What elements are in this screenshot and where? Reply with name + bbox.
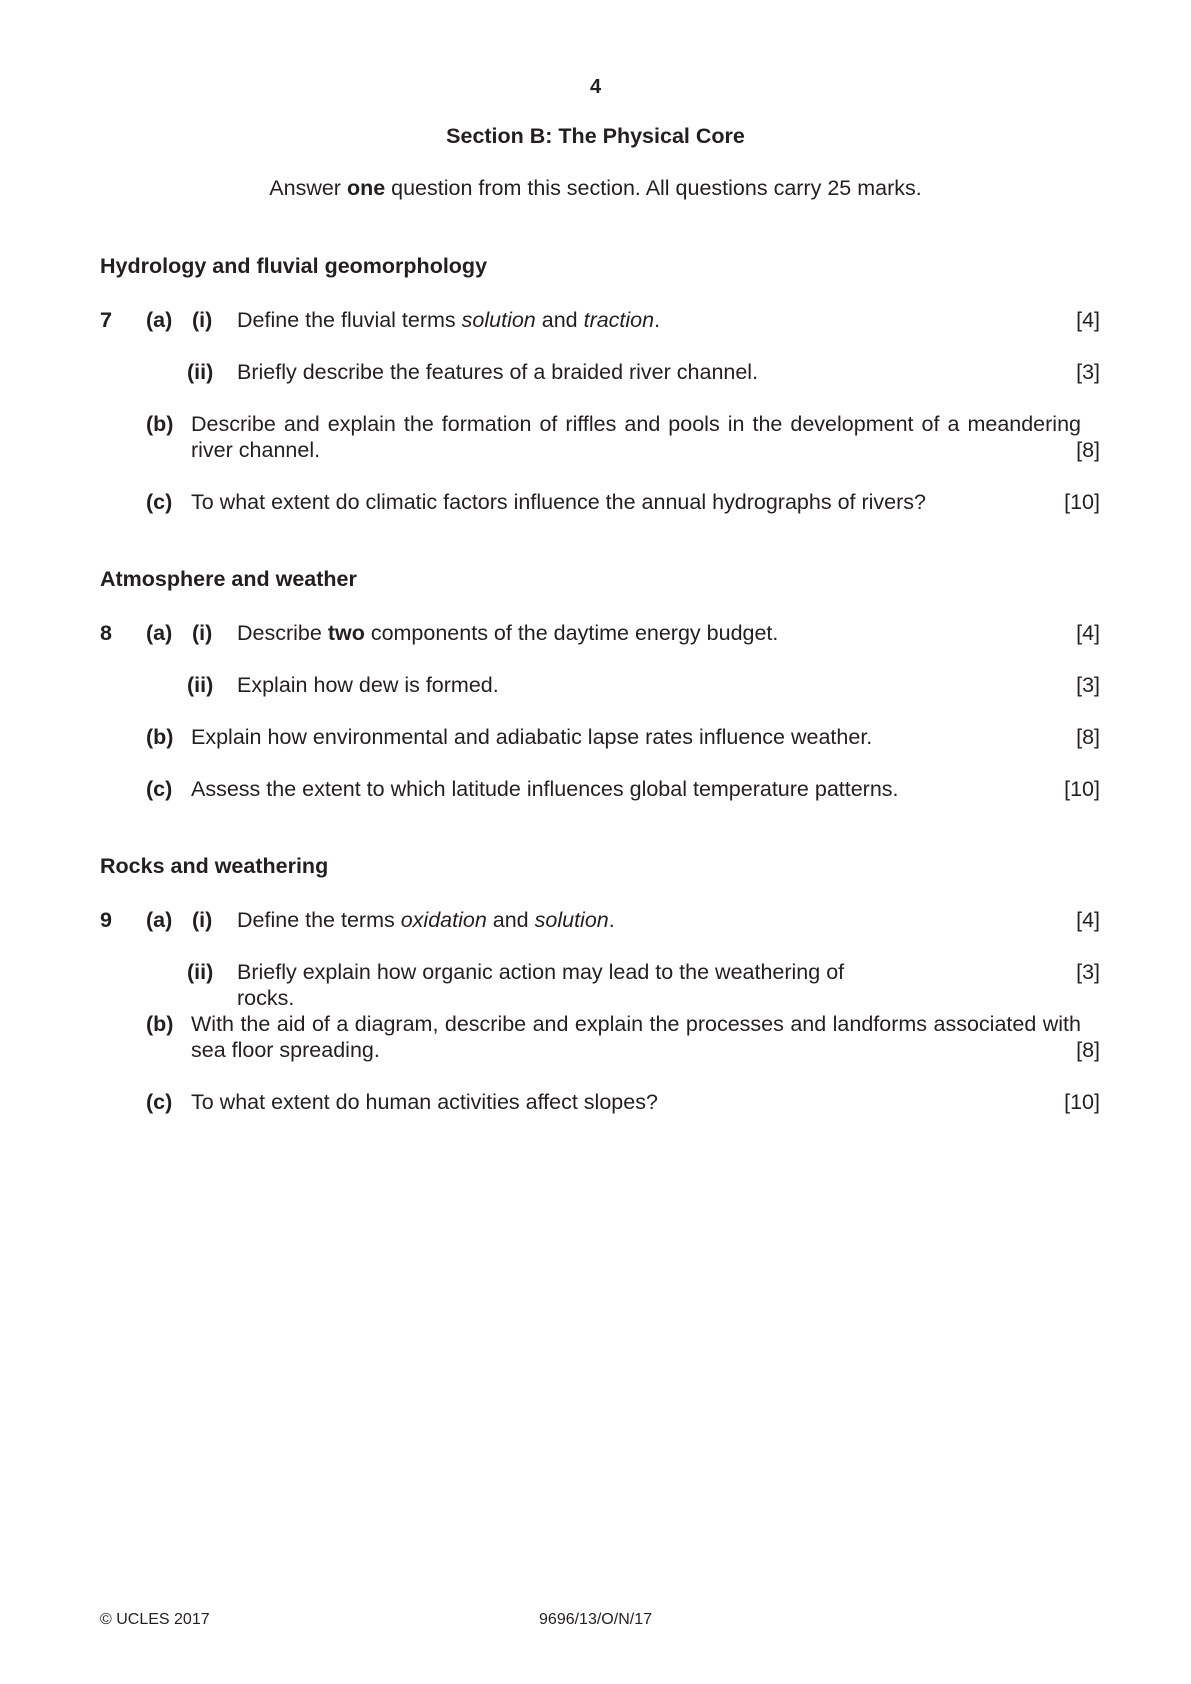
part-label: (b)	[146, 412, 174, 436]
question-text: Explain how environmental and adiabatic lapse rates influence weather.	[191, 725, 873, 749]
italic-term: solution	[534, 908, 609, 932]
text-segment: and	[535, 308, 584, 332]
subpart-label: (i)	[192, 308, 213, 332]
text-segment: Define the fluvial terms	[237, 308, 462, 332]
question-text: To what extent do climatic factors influence the annual hydrographs of rivers?	[191, 490, 926, 514]
question-text: Explain how dew is formed.	[237, 673, 499, 697]
question-number: 8	[100, 621, 112, 645]
question-text: Briefly explain how organic action may lead to the weathering of rocks.	[237, 960, 845, 1010]
text-segment: .	[608, 908, 615, 932]
section-instruction	[0, 176, 1191, 201]
mark-allocation: [4]	[1076, 621, 1100, 645]
topic-heading-atmosphere: Atmosphere and weather	[100, 567, 357, 591]
question-text: To what extent do human activities affect slopes?	[191, 1090, 658, 1114]
footer-copyright: © UCLES 2017	[100, 1611, 210, 1628]
part-label: (c)	[146, 777, 173, 801]
part-label: (c)	[146, 1090, 173, 1114]
question-text	[237, 907, 901, 933]
part-label: (a)	[146, 621, 173, 645]
instruction-emphasis: one	[346, 176, 386, 200]
subpart-label: (i)	[192, 908, 213, 932]
topic-heading-rocks: Rocks and weathering	[100, 854, 329, 878]
subpart-label: (i)	[192, 621, 213, 645]
text-segment: and	[486, 908, 535, 932]
mark-allocation: [4]	[1076, 908, 1100, 932]
italic-term: oxidation	[400, 908, 487, 932]
part-label: (a)	[146, 308, 173, 332]
subpart-label: (ii)	[187, 360, 214, 384]
instruction-text-1: Answer	[269, 176, 347, 200]
mark-allocation: [8]	[1076, 725, 1100, 749]
subpart-label: (ii)	[187, 673, 214, 697]
italic-term: traction	[583, 308, 655, 332]
section-title: Section B: The Physical Core	[446, 124, 745, 148]
part-label: (c)	[146, 490, 173, 514]
footer-paper-code: 9696/13/O/N/17	[539, 1611, 652, 1628]
mark-allocation: [8]	[1076, 438, 1100, 462]
part-label: (a)	[146, 908, 173, 932]
mark-allocation: [3]	[1076, 673, 1100, 697]
question-text: Assess the extent to which latitude influences global temperature patterns.	[191, 777, 899, 801]
italic-term: solution	[461, 308, 536, 332]
subpart-label: (ii)	[187, 960, 214, 984]
question-text	[237, 307, 901, 333]
question-number: 9	[100, 908, 112, 932]
question-text	[237, 620, 901, 646]
question-text: Describe and explain the formation of riffles and pools in the development of a meandering river channel.	[191, 412, 1081, 462]
question-number: 7	[100, 308, 112, 332]
mark-allocation: [3]	[1076, 360, 1100, 384]
mark-allocation: [10]	[1064, 777, 1100, 801]
text-segment: .	[654, 308, 661, 332]
topic-heading-hydrology: Hydrology and fluvial geomorphology	[100, 254, 488, 278]
mark-allocation: [3]	[1076, 960, 1100, 984]
text-segment: Describe	[237, 621, 328, 645]
bold-term: two	[327, 621, 365, 645]
mark-allocation: [10]	[1064, 490, 1100, 514]
instruction-text-2: question from this section. All questions carry 25 marks.	[385, 176, 922, 200]
mark-allocation: [8]	[1076, 1038, 1100, 1062]
question-text: Briefly describe the features of a braided river channel.	[237, 360, 759, 384]
text-segment: Define the terms	[237, 908, 401, 932]
mark-allocation: [10]	[1064, 1090, 1100, 1114]
part-label: (b)	[146, 1012, 174, 1036]
part-label: (b)	[146, 725, 174, 749]
mark-allocation: [4]	[1076, 308, 1100, 332]
page-number: 4	[589, 76, 602, 98]
text-segment: components of the daytime energy budget.	[364, 621, 779, 645]
question-text: With the aid of a diagram, describe and explain the processes and landforms associated with sea floor spreading.	[191, 1012, 1081, 1062]
